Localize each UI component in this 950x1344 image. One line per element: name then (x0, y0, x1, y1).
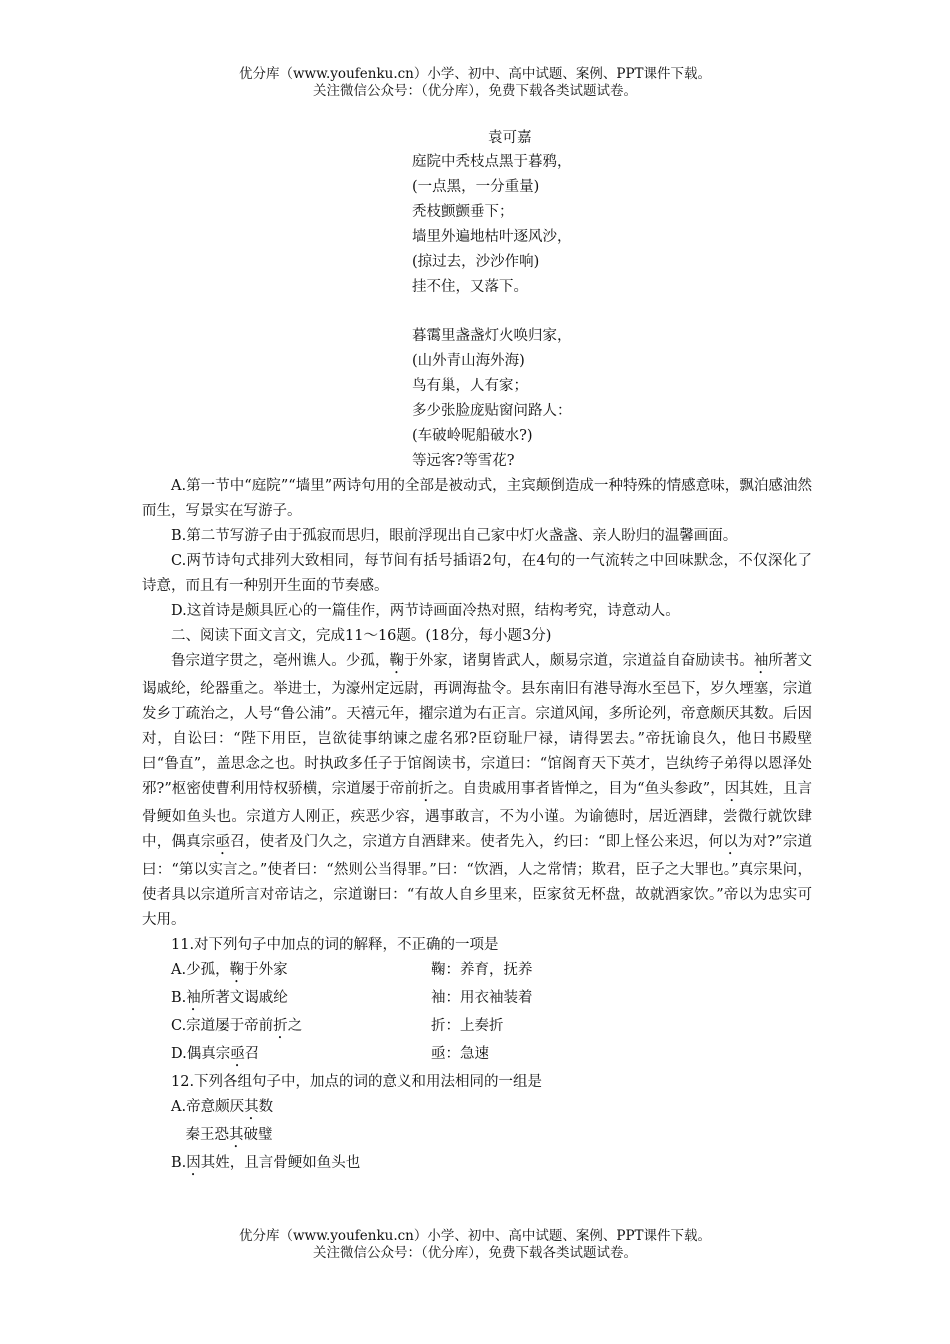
poem-line: (一点黑，一分重量) (412, 179, 540, 195)
poem-line: 等远客?等雪花? (412, 453, 515, 469)
header-line-1: 优分库（www.youfenku.cn）小学、初中、高中试题、案例、PPT课件下载。 (238, 66, 712, 82)
poem-line: 墙里外遍地枯叶逐风沙， (412, 229, 572, 245)
poem-line: 暮霭里盏盏灯火唤归家， (412, 328, 572, 344)
q12-option-a-line-1: A.帝意颇厌其数 (171, 1099, 274, 1115)
footer-line-1: 优分库（www.youfenku.cn）小学、初中、高中试题、案例、PPT课件下载。 (238, 1228, 712, 1244)
q11-option-a: A.少孤，鞠于外家 鞠：养育，抚养 (142, 958, 812, 986)
q12-option-a-line-2: 秦王恐其破璧 (185, 1127, 273, 1143)
classical-passage: 鲁宗道字贯之，亳州谯人。少孤，鞠于外家，诸舅皆武人，颇易宗道，宗道益自奋励读书。袖所著文谒戚纶，纶器重之。举进士，为濠州定远尉，再调海盐令。县东南旧有港导海水至邑下，岁久堙塞，宗道发乡丁疏治之，人号“鲁公浦”。天禧元年，擢宗道为右正言。宗道风闻，多所论列，帝意颇厌其数。后因对，自讼曰：“陛下用臣，岂欲徒事纳谏之虚名邪?臣窃耻尸禄，请得罢去。”帝抚谕良久，他日书殿壁曰“鲁直”，盖思念之也。时执政多任子于馆阁读书，宗道曰：“馆阁育天下英才，岂纨绔子弟得以恩泽处邪?”枢密使曹利用恃权骄横，宗道屡于帝前折之。自贵戚用事者皆惮之，目为“鱼头参政”，因其姓，且言骨鲠如鱼头也。宗道方人刚正，疾恶少容，遇事敢言，不为小谨。为谕德时，居近酒肆，尝微行就饮肆中，偶真宗亟召，使者及门久之，宗道方自酒肆来。使者先入，约曰：“即上怪公来迟，何以为对?”宗道曰：“第以实言之。”使者曰：“然则公当得罪。”曰：“饮酒，人之常情；欺君，臣子之大罪也。”真宗果问，使者具以宗道所言对帝诘之，宗道谢曰：“有故人自乡里来，臣家贫无杯盘，故就酒家饮。”帝以为忠实可大用。 (142, 653, 813, 928)
poem-line: 挂不住，又落下。 (412, 279, 528, 295)
q11-option-d: D.偶真宗亟召 亟：急速 (142, 1042, 812, 1070)
poem-stanza-1 (412, 150, 572, 300)
q10-option-d: D.这首诗是颇具匠心的一篇佳作，两节诗画面冷热对照，结构考究，诗意动人。 (171, 603, 680, 619)
poem-line: 庭院中秃枝点黑于暮鸦， (412, 154, 572, 170)
page-header (0, 66, 950, 100)
exam-body (142, 474, 812, 1179)
q11-option-c: C.宗道屡于帝前折之 折：上奏折 (142, 1014, 812, 1042)
poem-line: (掠过去，沙沙作响) (412, 254, 540, 270)
poem-author: 袁可嘉 (488, 130, 532, 146)
poem-line: (山外青山海外海) (412, 353, 525, 369)
q11-gloss: 亟：急速 (431, 1046, 489, 1062)
q10-option-a: A.第一节中“庭院”“墙里”两诗句用的全部是被动式，主宾颠倒造成一种特殊的情感意味，飘泊感油然而生，写景实在写游子。 (142, 478, 812, 519)
page-footer (0, 1228, 950, 1262)
footer-line-2: 关注微信公众号：（优分库），免费下载各类试题试卷。 (313, 1245, 637, 1261)
q11-gloss: 折：上奏折 (431, 1018, 504, 1034)
q11-gloss: 鞠：养育，抚养 (431, 962, 533, 978)
poem-line: 秃枝颤颤垂下； (412, 204, 514, 220)
q12-stem: 12.下列各组句子中，加点的词的意义和用法相同的一组是 (171, 1074, 543, 1090)
q10-option-c: C.两节诗句式排列大致相同，每节间有括号插语2句，在4句的一气流转之中回味默念，不仅深化了诗意，而且有一种别开生面的节奏感。 (142, 553, 812, 594)
section-2-heading: 二、阅读下面文言文，完成11～16题。(18分，每小题3分) (171, 628, 552, 644)
q11-gloss: 袖：用衣袖装着 (431, 990, 533, 1006)
poem-line: 多少张脸庞贴窗问路人： (412, 403, 572, 419)
q12-option-b-line-1: B.因其姓，且言骨鲠如鱼头也 (171, 1155, 361, 1171)
q11-option-b: B.袖所著文谒戚纶 袖：用衣袖装着 (142, 986, 812, 1014)
poem-stanza-2 (412, 324, 572, 474)
poem-line: 鸟有巢，人有家； (412, 378, 528, 394)
poem-line: (车破岭呢船破水?) (412, 428, 533, 444)
header-line-2: 关注微信公众号：（优分库），免费下载各类试题试卷。 (313, 83, 637, 99)
q10-option-b: B.第二节写游子由于孤寂而思归，眼前浮现出自己家中灯火盏盏、亲人盼归的温馨画面。 (171, 528, 738, 544)
q11-stem: 11.对下列句子中加点的词的解释，不正确的一项是 (171, 937, 499, 953)
